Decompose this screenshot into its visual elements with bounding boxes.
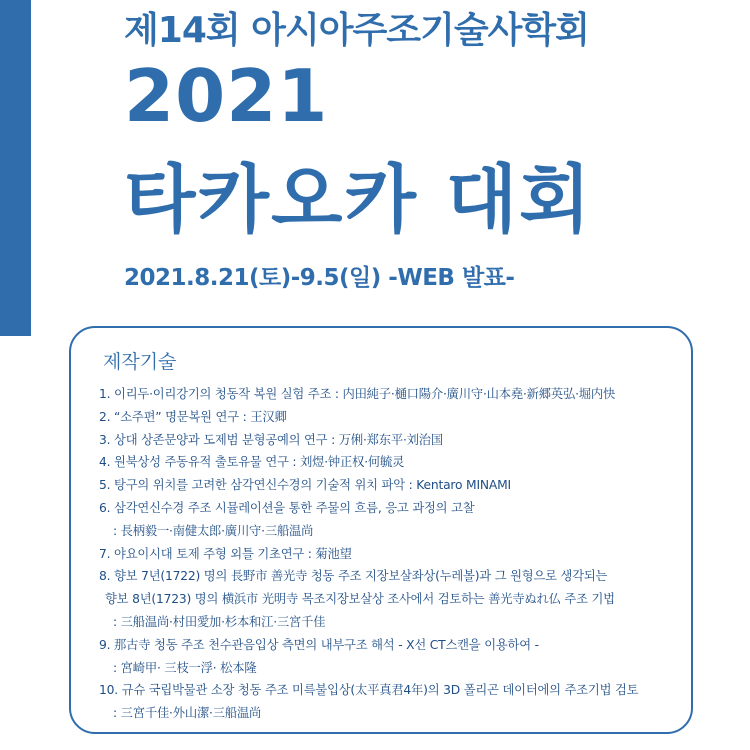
event-title: 타카오카 대회 [124, 157, 593, 243]
accent-bar [0, 0, 31, 336]
program-line: 7. 야요이시대 토제 주형 외틀 기초연구 : 菊池望 [99, 546, 352, 561]
program-line: 2. “소주편” 명문복원 연구 : 王汉卿 [99, 409, 287, 424]
program-line: 4. 원북상성 주동유적 출토유물 연구 : 刘煜·钟正权·何毓灵 [99, 455, 405, 470]
program-line: 3. 상대 상존문양과 도제범 분형공예의 연구 : 万俐·郑东平·刘治国 [99, 432, 443, 447]
conference-year: 2021 [124, 54, 329, 138]
program-line-continued: 향보 8년(1723) 명의 横浜市 光明寺 목조지장보살상 조사에서 검토하는 善光寺ぬれ仏 주조 기법 [105, 592, 615, 607]
program-line: 9. 那古寺 청동 주조 천수관음입상 측면의 내부구조 해석 - X선 CT스캔을 이용하여 - [99, 637, 539, 652]
program-authors: : 三船温尚·村田愛加·杉本和江·三宮千佳 [113, 614, 326, 629]
program-line: 6. 삼각연신수경 주조 시뮬레이션을 통한 주물의 흐름, 응고 과정의 고찰 [99, 500, 475, 515]
program-authors: : 宮崎甲· 三枝一浮· 松本隆 [113, 660, 257, 675]
program-panel [69, 326, 693, 734]
event-dates: 2021.8.21(토)-9.5(일) -WEB 발표- [124, 265, 515, 291]
program-line: 8. 향보 7년(1722) 명의 長野市 善光寺 청동 주조 지장보살좌상(누레볼)과 그 원형으로 생각되는 [99, 569, 608, 584]
program-authors: : 三宮千佳·外山潔·三船温尚 [113, 706, 262, 721]
conference-title: 제14회 아시아주조기술사학회 [124, 10, 589, 51]
section-title: 제작기술 [103, 351, 177, 373]
program-line: 1. 이리두·이리강기의 청동작 복원 실험 주조 : 内田純子·樋口陽介·廣川守·山本堯·新郷英弘·堀内快 [99, 387, 616, 401]
program-line: 10. 규슈 국립박물관 소장 청동 주조 미륵불입상(太平真君4年)의 3D 폴리곤 데이터에의 주조기법 검토 [99, 683, 639, 698]
program-line: 5. 탕구의 위치를 고려한 삼각연신수경의 기술적 위치 파악 : Kentaro MINAMI [99, 478, 511, 493]
program-list [99, 383, 683, 725]
program-authors: : 長柄毅一·南健太郎·廣川守·三船温尚 [113, 523, 314, 538]
